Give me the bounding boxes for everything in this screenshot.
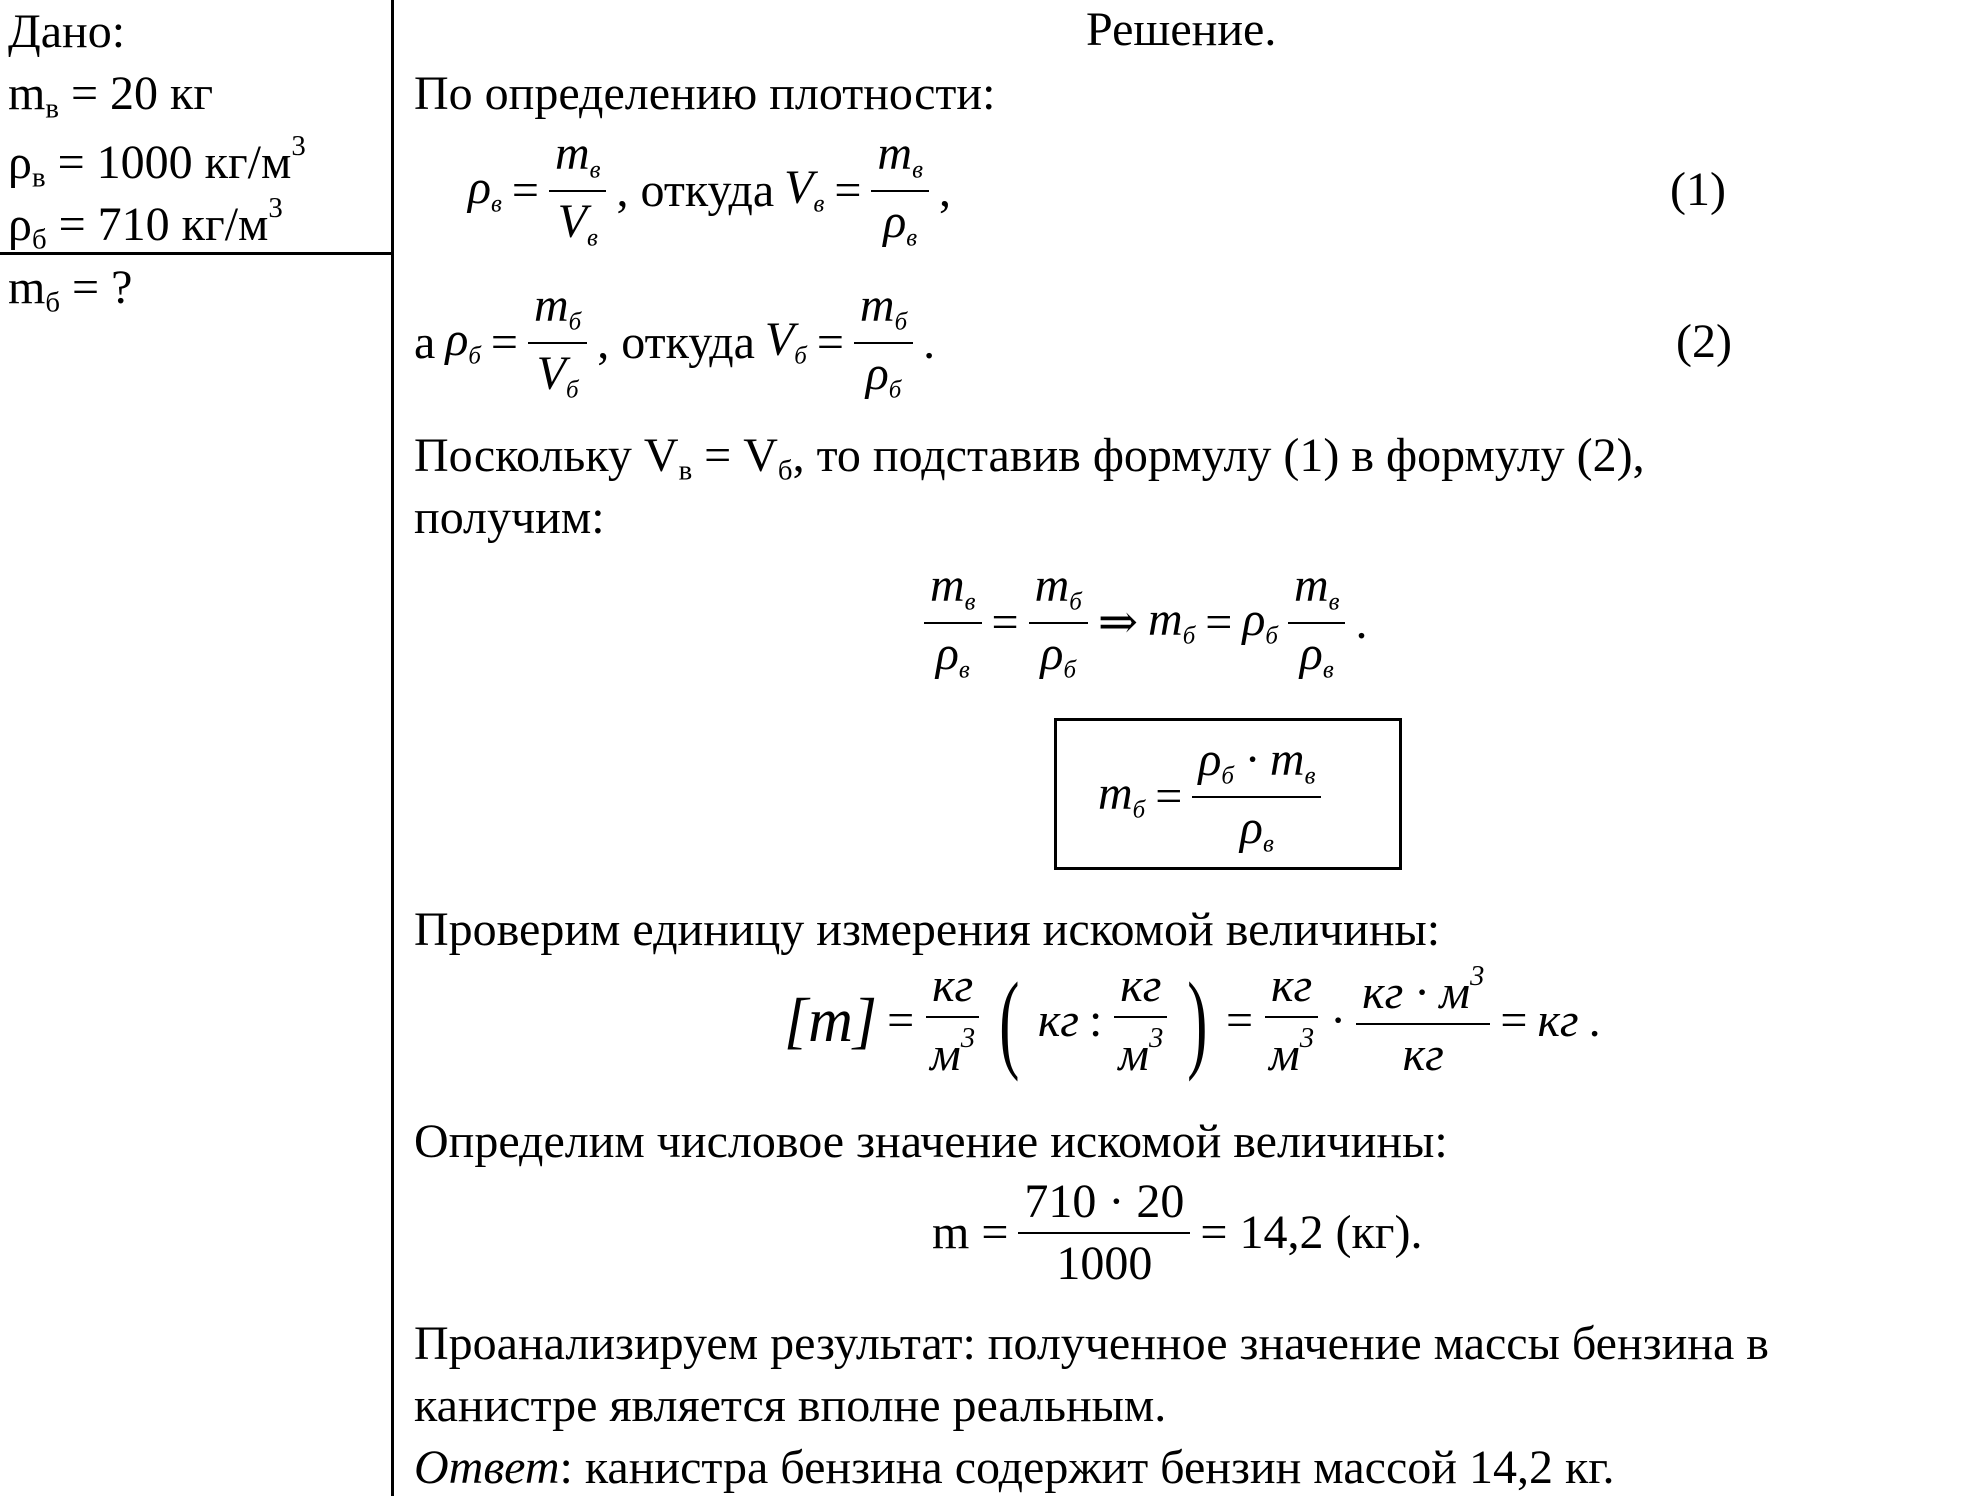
find-mass-petrol: $m_б$ = ?	[8, 261, 133, 319]
derivation-equation: $m_в$ $\rho_в$ = $m_б$ $\rho_б$ ⇒ $m_б$ = $\rho_б$ $m_в$ $\rho_в$ .	[924, 562, 1367, 683]
given-title: Дано:	[8, 5, 126, 58]
units-equation: [m] = кг $м^3$ ( кг : кг $м^3$ ) = кг $м^3$ · кг · $м^3$ кг = кг .	[784, 959, 1601, 1082]
answer-text: Ответ: канистра бензина содержит бензин массой 14,2 кг.	[414, 1441, 1615, 1494]
implies-arrow-icon: ⇒	[1097, 595, 1139, 649]
since-text-line-2: получим:	[414, 491, 605, 544]
given-item-density-water: $\rho_в = 1000$ $кг/м^3$	[8, 130, 306, 194]
analysis-text-line-1: Проанализируем результат: полученное значение массы бензина в	[414, 1317, 1769, 1370]
solution-title: Решение.	[1086, 3, 1277, 56]
numeric-intro-text: Определим числовое значение искомой величины:	[414, 1115, 1448, 1168]
equation-2-number: (2)	[1676, 315, 1732, 368]
units-intro-text: Проверим единицу измерения искомой величины:	[414, 903, 1441, 956]
equation-1: $\rho_в$ = $m_в$ $V_в$ , откуда $V_в$ = $m_в$ $\rho_в$ ,	[468, 127, 951, 252]
numeric-equation: m = $\frac{710 \cdot 20}{1000}$ = 14,2 (кг).	[932, 1175, 1423, 1290]
column-divider	[391, 0, 394, 1496]
answer-label: Ответ	[414, 1441, 560, 1494]
since-text-line-1: Поскольку $V_в = V_б$, то подставив формулу (1) в формулу (2),	[414, 429, 1645, 487]
given-item-mass-water: $m_в = 20$ кг	[8, 67, 214, 125]
result-formula: $m_б$ = $\rho_б \cdot m_в$ $\rho_в$	[1098, 736, 1321, 857]
equation-2: а $\rho_б$ = $m_б$ $V_б$ , откуда $V_б$ = $m_б$ $\rho_б$ .	[414, 279, 936, 404]
analysis-text-line-2: канистре является вполне реальным.	[414, 1379, 1167, 1432]
intro-text: По определению плотности:	[414, 67, 996, 120]
given-item-density-petrol: $\rho_б = 710$ $кг/м^3$	[8, 192, 283, 256]
equation-1-number: (1)	[1670, 163, 1726, 216]
